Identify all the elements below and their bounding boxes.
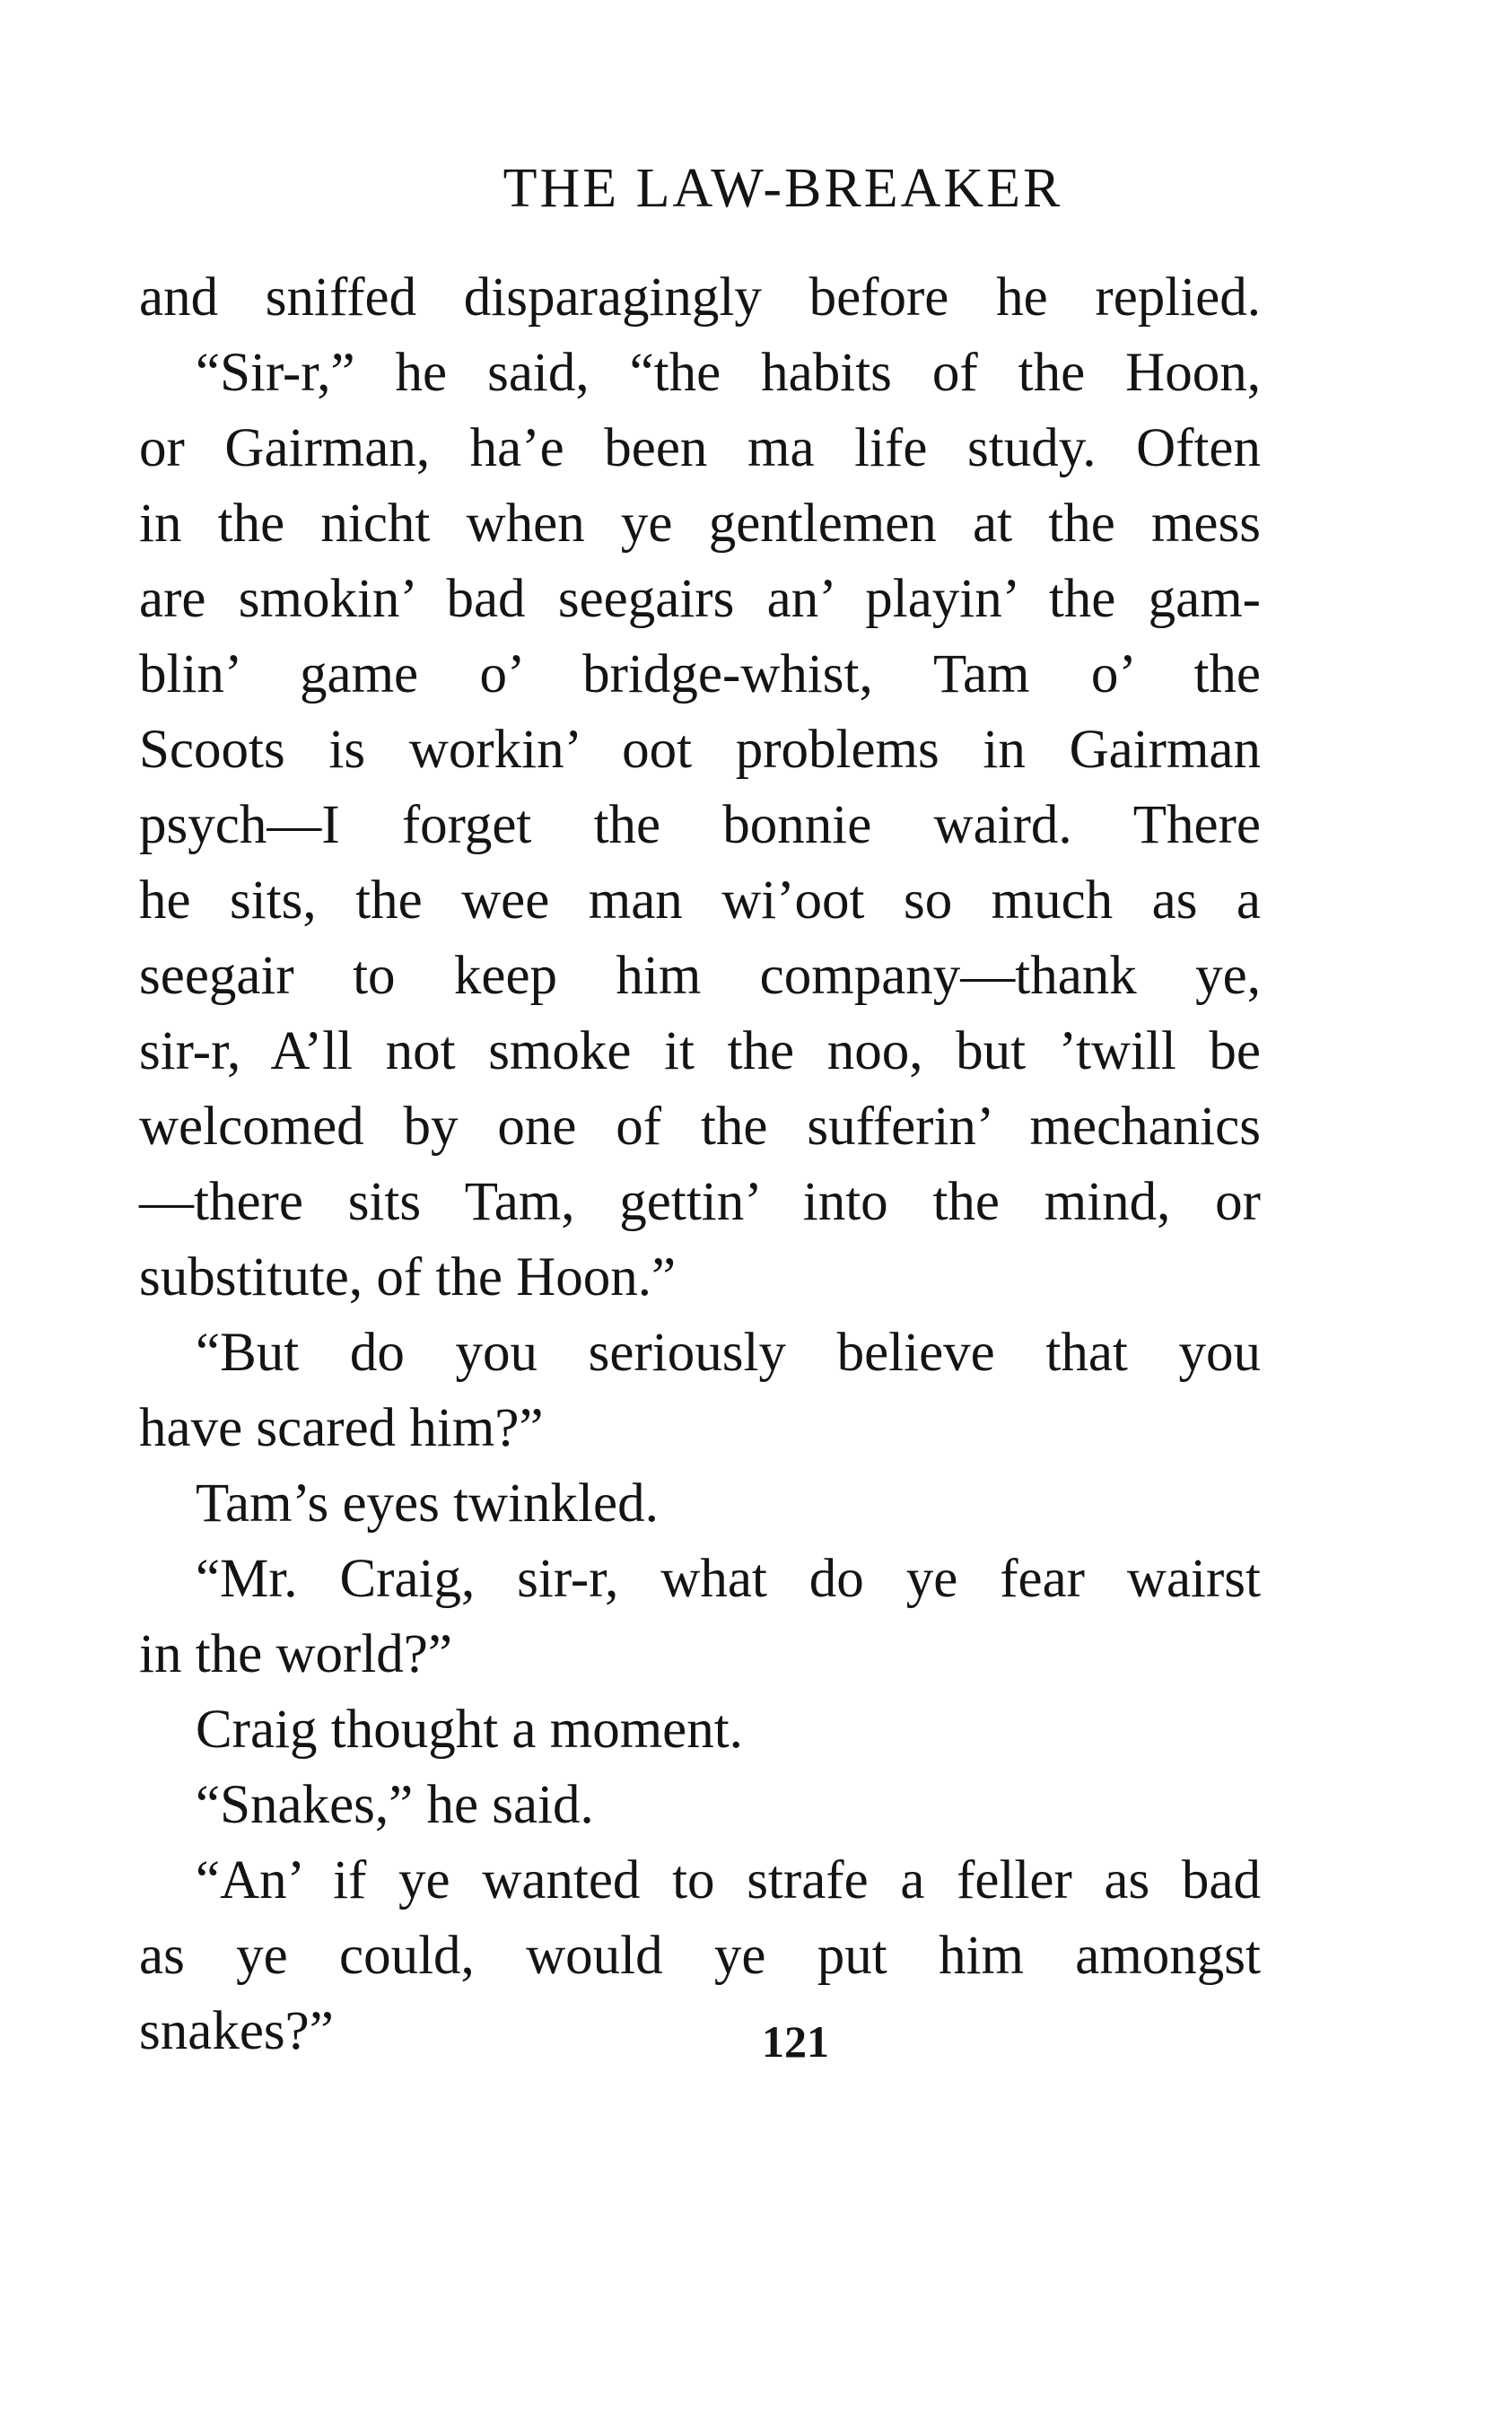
text-line: as ye could, would ye put him amongst bbox=[139, 1926, 1261, 1986]
text-line: and sniffed disparagingly before he replied. bbox=[139, 267, 1261, 328]
text-line: psych—I forget the bonnie waird. There bbox=[139, 795, 1261, 855]
text-line: seegair to keep him company—thank ye, bbox=[139, 946, 1261, 1006]
text-line: Craig thought a moment. bbox=[196, 1700, 743, 1760]
text-line: welcomed by one of the sufferin’ mechanics bbox=[139, 1097, 1261, 1157]
text-line: in the nicht when ye gentlemen at the mess bbox=[139, 494, 1261, 554]
text-line: blin’ game o’ bridge-whist, Tam o’ the bbox=[139, 644, 1261, 704]
text-line: snakes?” bbox=[139, 2001, 334, 2061]
text-line: “Snakes,” he said. bbox=[196, 1775, 594, 1835]
page-number: 121 bbox=[762, 2016, 829, 2067]
text-line: are smokin’ bad seegairs an’ playin’ the gam- bbox=[139, 569, 1261, 629]
text-line: sir-r, A’ll not smoke it the noo, but ’twill be bbox=[139, 1021, 1261, 1081]
text-line: Tam’s eyes twinkled. bbox=[196, 1473, 659, 1534]
text-line: in the world?” bbox=[139, 1624, 452, 1684]
text-line: “Sir-r,” he said, “the habits of the Hoon, bbox=[196, 343, 1261, 403]
text-line: “An’ if ye wanted to strafe a feller as bad bbox=[196, 1850, 1261, 1910]
text-line: “But do you seriously believe that you bbox=[196, 1323, 1261, 1383]
text-line: substitute, of the Hoon.” bbox=[139, 1247, 677, 1307]
text-line: —there sits Tam, gettin’ into the mind, or bbox=[139, 1172, 1261, 1232]
text-line: have scared him?” bbox=[139, 1398, 544, 1458]
text-line: he sits, the wee man wi’oot so much as a bbox=[139, 870, 1261, 931]
text-line: “Mr. Craig, sir-r, what do ye fear wairst bbox=[196, 1549, 1261, 1609]
text-line: Scoots is workin’ oot problems in Gairman bbox=[139, 720, 1261, 780]
body-text bbox=[139, 260, 1261, 2069]
running-head: THE LAW-BREAKER bbox=[503, 158, 1063, 219]
text-line: or Gairman, ha’e been ma life study. Often bbox=[139, 418, 1261, 478]
